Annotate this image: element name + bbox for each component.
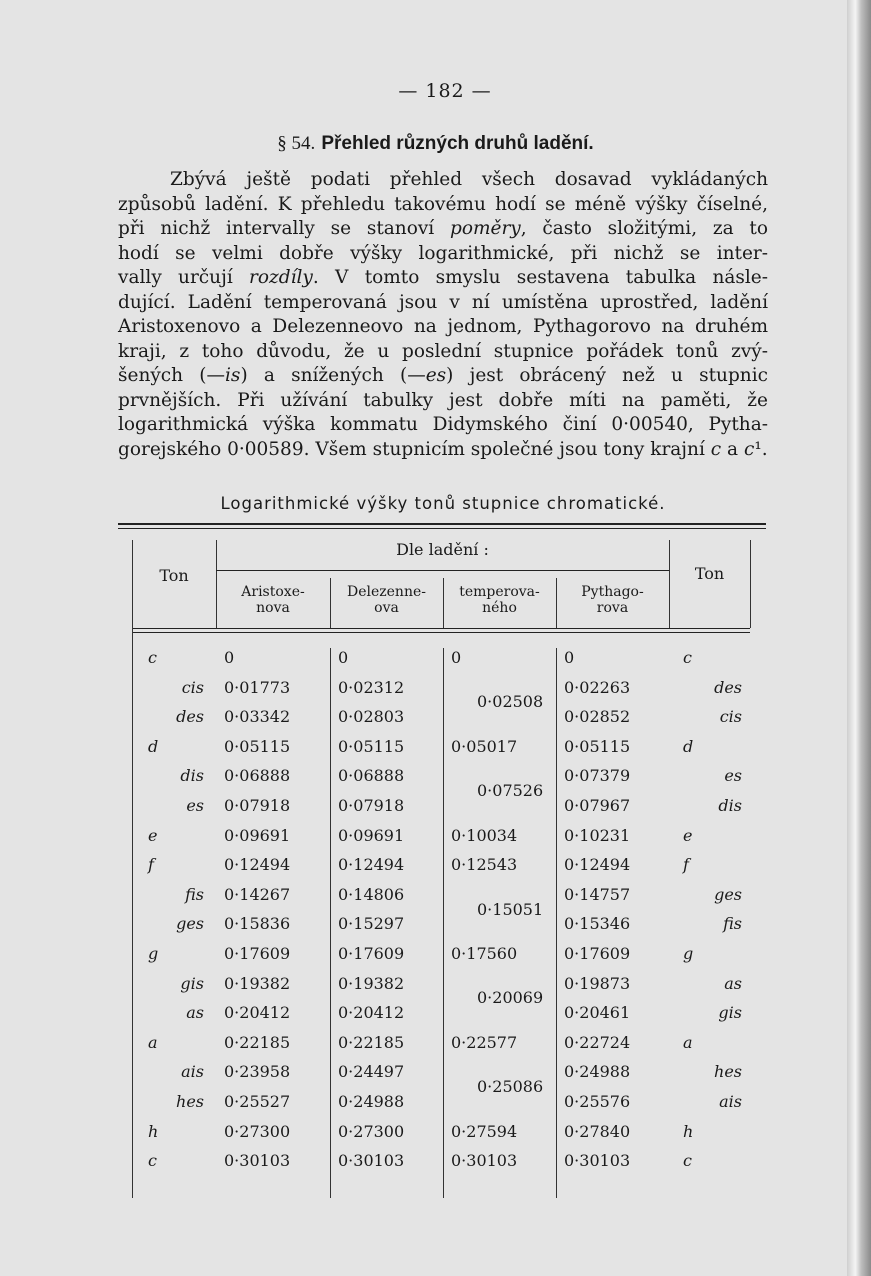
table-title: Logarithmické výšky tonů stupnice chromatické. (220, 494, 666, 513)
value-pythagoras: 0·07379 (564, 766, 631, 786)
value-tempered: 0·22577 (451, 1032, 518, 1052)
body-column-divider (443, 648, 444, 1198)
value-tempered-merged: 0·20069 (477, 988, 544, 1008)
tone-name-right: fis (723, 914, 742, 934)
value-aristoxenos: 0·17609 (224, 944, 291, 963)
tone-name-left: des (176, 707, 204, 727)
tone-name-right: e (683, 825, 693, 845)
value-aristoxenos: 0·01773 (224, 677, 291, 697)
value-pythagoras: 0·24988 (564, 1062, 631, 1082)
value-tempered: 0·12543 (451, 855, 518, 875)
tone-name-left: h (148, 1121, 159, 1141)
paragraph-line: prvnějších. Při užívání tabulky jest dobře míti na paměti, že (118, 389, 768, 411)
tone-name-left: as (186, 1003, 204, 1023)
value-aristoxenos: 0·22185 (224, 1032, 291, 1052)
value-delezenne: 0·22185 (338, 1032, 405, 1052)
value-pythagoras: 0·02263 (564, 677, 631, 697)
tone-name-right: f (683, 855, 689, 875)
page-number: — 182 — (398, 80, 492, 102)
group-header-rule (216, 570, 669, 571)
emphasis: es (425, 365, 447, 386)
value-tempered-merged: 0·15051 (477, 899, 544, 919)
section-number: § 54. (277, 133, 316, 154)
body-column-divider (330, 648, 331, 1198)
value-pythagoras: 0·15346 (564, 914, 631, 934)
page-edge (847, 0, 871, 1276)
tone-name-right: gis (718, 1003, 742, 1023)
emphasis: rozdíly (249, 267, 313, 288)
header-bottom-rule (132, 628, 750, 629)
value-delezenne: 0 (338, 648, 349, 667)
value-aristoxenos: 0·27300 (224, 1121, 291, 1141)
tone-name-right: as (724, 973, 742, 993)
tone-name-left: gis (180, 973, 204, 993)
value-delezenne: 0·05115 (338, 736, 405, 756)
tone-name-left: fis (185, 884, 204, 904)
value-tempered: 0·27594 (451, 1121, 518, 1141)
tone-name-left: es (186, 796, 204, 815)
column-header: Delezenne- ova (347, 584, 426, 616)
value-delezenne: 0·14806 (338, 884, 405, 904)
value-tempered-merged: 0·07526 (477, 781, 544, 801)
value-tempered-merged: 0·25086 (477, 1077, 544, 1097)
value-pythagoras: 0·27840 (564, 1121, 631, 1141)
body-column-divider (556, 648, 557, 1198)
tone-name-right: cis (719, 707, 742, 727)
paragraph-line: způsobů ladění. K přehledu takovému hodí se méně výšky číselné, (118, 193, 768, 215)
header-bottom-rule (132, 632, 750, 633)
paragraph-line: Zbývá ještě podati přehled všech dosavad vykládaných (170, 169, 768, 190)
value-pythagoras: 0·17609 (564, 944, 631, 963)
value-pythagoras: 0·14757 (564, 884, 631, 904)
value-pythagoras: 0·05115 (564, 736, 631, 756)
value-aristoxenos: 0·07918 (224, 796, 291, 815)
value-aristoxenos: 0·14267 (224, 884, 291, 904)
tone-name-left: e (148, 825, 158, 845)
value-delezenne: 0·09691 (338, 825, 405, 845)
table-top-rule (118, 523, 766, 525)
tone-name-right: ais (719, 1092, 742, 1111)
table-left-border (132, 540, 133, 1198)
paragraph-line: Aristoxenovo a Delezenneovo na jednom, Pythagorovo na druhém (118, 316, 768, 337)
tone-name-right: des (714, 677, 742, 697)
value-delezenne: 0·07918 (338, 796, 405, 815)
tone-name-left: cis (181, 677, 204, 697)
tone-name-left: ges (176, 914, 204, 934)
value-pythagoras: 0·20461 (564, 1003, 631, 1023)
emphasis: poměry (449, 218, 521, 239)
value-delezenne: 0·24497 (338, 1062, 405, 1082)
paragraph-line: při nichž intervally se stanoví poměry, často složitými, za to (118, 218, 768, 239)
value-aristoxenos: 0·03342 (224, 707, 291, 727)
value-aristoxenos: 0·09691 (224, 825, 291, 845)
value-delezenne: 0·02312 (338, 677, 405, 697)
paragraph-line: hodí se velmi dobře výšky logarithmické, při nichž se inter- (118, 242, 768, 264)
emphasis: is (225, 365, 241, 386)
value-pythagoras: 0·12494 (564, 855, 631, 875)
value-aristoxenos: 0·05115 (224, 736, 291, 756)
value-pythagoras: 0·07967 (564, 796, 631, 815)
section-title: Přehled různých druhů ladění. (321, 133, 594, 154)
value-aristoxenos: 0 (224, 648, 235, 667)
value-tempered-merged: 0·02508 (477, 692, 544, 712)
value-pythagoras: 0·10231 (564, 825, 631, 845)
value-delezenne: 0·06888 (338, 766, 405, 786)
header-group-label: Dle ladění : (396, 540, 489, 559)
value-aristoxenos: 0·23958 (224, 1062, 291, 1082)
value-delezenne: 0·12494 (338, 855, 405, 875)
value-tempered: 0·17560 (451, 944, 518, 963)
value-delezenne: 0·19382 (338, 973, 405, 993)
tone-name-left: g (148, 944, 159, 963)
tone-name-right: hes (714, 1062, 742, 1082)
tone-name-left: hes (176, 1092, 204, 1111)
tone-name-right: a (683, 1032, 693, 1052)
tone-name-left: a (148, 1032, 158, 1052)
value-delezenne: 0·15297 (338, 914, 405, 934)
value-aristoxenos: 0·15836 (224, 914, 291, 934)
emphasis: c (743, 438, 755, 460)
value-tempered: 0 (451, 648, 462, 667)
paragraph-line: logarithmická výška kommatu Didymského činí 0·00540, Pytha- (118, 414, 768, 435)
column-header: Aristoxe- novа (241, 584, 305, 616)
table-top-rule-thin (118, 528, 766, 529)
value-tempered: 0·05017 (451, 736, 518, 756)
tone-name-right: dis (718, 796, 742, 815)
value-pythagoras: 0·22724 (564, 1032, 631, 1052)
tone-name-left: f (148, 855, 154, 875)
body-paragraph (118, 168, 768, 462)
value-aristoxenos: 0·25527 (224, 1092, 291, 1111)
value-pythagoras: 0·30103 (564, 1151, 631, 1171)
tone-name-right: es (724, 766, 742, 786)
value-pythagoras: 0·02852 (564, 707, 631, 727)
value-delezenne: 0·17609 (338, 944, 405, 963)
value-pythagoras: 0 (564, 648, 575, 667)
header-divider (669, 540, 670, 628)
value-delezenne: 0·30103 (338, 1151, 405, 1171)
value-aristoxenos: 0·12494 (224, 855, 291, 875)
value-delezenne: 0·02803 (338, 707, 405, 727)
header-ton-right: Ton (694, 564, 725, 583)
value-delezenne: 0·27300 (338, 1121, 405, 1141)
tone-name-left: d (148, 736, 159, 756)
paragraph-line: šených (—is) a snížených (—es) jest obrácený než u stupnic (118, 365, 768, 386)
value-tempered: 0·30103 (451, 1151, 518, 1171)
value-pythagoras: 0·25576 (564, 1092, 631, 1111)
section-heading (0, 132, 871, 155)
tone-name-right: h (683, 1121, 694, 1141)
paragraph-line: kraji, z toho důvodu, že u poslední stupnice pořádek tonů zvý- (118, 340, 768, 362)
tone-name-left: dis (180, 766, 204, 786)
value-delezenne: 0·24988 (338, 1092, 405, 1111)
tone-name-right: g (683, 944, 694, 963)
value-aristoxenos: 0·19382 (224, 973, 291, 993)
table-right-border (750, 540, 751, 628)
paragraph-line: vally určují rozdíly. V tomto smyslu sestavena tabulka násle- (118, 267, 769, 288)
tone-name-right: c (683, 648, 692, 667)
value-aristoxenos: 0·30103 (224, 1151, 291, 1171)
value-aristoxenos: 0·20412 (224, 1003, 291, 1023)
value-tempered: 0·10034 (451, 825, 518, 845)
tone-name-right: d (683, 736, 694, 756)
tone-name-left: c (148, 648, 157, 667)
tone-name-left: ais (181, 1062, 204, 1082)
tone-name-right: c (683, 1151, 692, 1171)
paragraph-line: gorejského 0·00589. Všem stupnicím společné jsou tony krajní c a c¹. (118, 438, 768, 460)
column-header: Pythago- rova (581, 584, 644, 616)
tone-name-left: c (148, 1151, 157, 1171)
paragraph-line: dující. Ladění temperovaná jsou v ní umístěna uprostřed, ladění (118, 291, 768, 313)
value-aristoxenos: 0·06888 (224, 766, 291, 786)
value-delezenne: 0·20412 (338, 1003, 405, 1023)
header-ton-left: Ton (159, 566, 189, 585)
emphasis: c (710, 438, 722, 460)
value-pythagoras: 0·19873 (564, 973, 631, 993)
tone-name-right: ges (714, 884, 742, 904)
column-header: temperova- ného (459, 584, 540, 616)
